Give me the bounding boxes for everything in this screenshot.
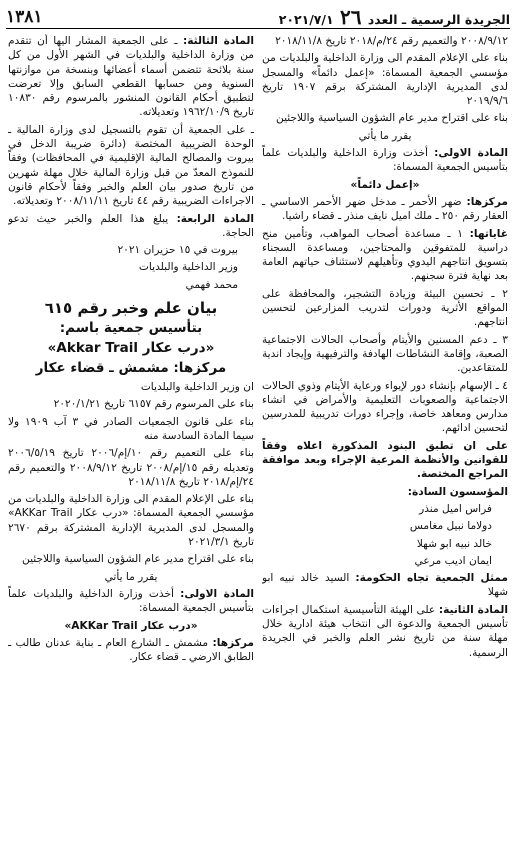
paragraph-text: مشمش ـ الشارع العام ـ بناية عدنان طالب ـ الطابق الارضي ـ قضاء عكار. [8,636,254,664]
paragraph-text: ان وزير الداخلية والبلديات [140,381,254,394]
paragraph [262,333,508,376]
paragraph-text: أخذت وزارة الداخلية والبلديات علماً بتأسيس الجمعية المسماة: [8,587,254,615]
page-header [6,6,510,29]
decision-line [8,570,254,584]
notice-title [8,300,254,317]
paragraph-text: خالد نبيه ابو شهلا [416,537,492,550]
paragraph [8,587,254,616]
paragraph [8,34,254,120]
paragraph-text: على الهيئة التأسيسية استكمال اجراءات تأسيس الجمعية والدعوة الى انتخاب هيئة ادارية خلال مهلة سنة من تاريخ نشر العلم والخبر في الجريدة الرسمية. [262,603,508,659]
paragraph-text: بتأسيس جمعية باسم: [59,320,203,337]
paragraph-text: على ان تطبق البنود المذكورة اعلاه وفقاً للقوانين والأنظمة المرعية الإجراء وبعد موافقة المراجع المختصة. [262,439,508,481]
paragraph-text: بناء على اقتراح مدير عام الشؤون السياسية واللاجئين [276,112,508,125]
paragraph [8,123,254,209]
paragraph [262,603,508,660]
paragraph-text: محمد فهمي [185,278,238,291]
article-label: المؤسسون السادة: [407,485,508,498]
paragraph-text: بيروت في ١٥ حزيران ٢٠٢١ [117,244,238,257]
name-line [262,519,508,533]
notice-heading [8,320,254,337]
paragraph [8,636,254,665]
paragraph [8,415,254,444]
paragraph [8,212,254,241]
page-number: ١٣٨١ [6,7,43,27]
paragraph [262,51,508,108]
paragraph-text: السيد خالد نبيه ابو شهلا [262,572,508,599]
paragraph-text: «درب عكار AKKar Trail» [64,619,198,632]
paragraph [262,485,508,499]
paragraph-text: بيان علم وخبر رقم ٦١٥ [44,299,218,318]
paragraph [262,227,508,284]
condition-paragraph [262,439,508,482]
paragraph-text: ٣ ـ دعم المسنين والأيتام وأصحاب الحالات الاجتماعية الصعبة، وإقامة النشاطات الهادفة والترفيهية وإيجاد اندية للمتقاعدين. [262,333,508,375]
association-name [8,619,254,633]
paragraph [8,552,254,566]
paragraph-text: أخذت وزارة الداخلية والبلديات علماً بتأسيس الجمعية المسماة: [262,147,508,174]
paragraph-text: يبلغ هذا العلم والخبر حيث تدعو الحاجة. [8,212,254,239]
paragraph-text: مركزها: مشمش ـ قضاء عكار [35,360,227,377]
issue-number: ٢٦ [339,5,362,29]
paragraph [8,397,254,411]
paragraph [262,34,508,48]
paragraph-text: يقرر ما يأتي [358,129,412,142]
association-name [262,178,508,192]
name-line [8,243,254,257]
paragraph [262,195,508,224]
article-label: مركزها: [466,195,508,208]
article-label: المادة الاولى: [434,147,508,160]
paragraph-text: فراس اميل منذر [419,502,492,515]
paragraph-text: «درب عكار Akkar Trail» [47,340,215,357]
paragraph [8,380,254,394]
paragraph-text: ايمان اديب مرعي [414,554,492,567]
name-line [262,502,508,516]
article-label: المادة الثالثة: [182,35,254,47]
article-label: ممثل الجمعية تجاه الحكومة: [355,572,508,585]
article-label: المادة الاولى: [180,587,254,600]
paragraph [262,571,508,600]
paragraph-text: بناء على قانون الجمعيات الصادر في ٣ آب ١٩٠٩ ولا سيما المادة السادسة منه [8,415,254,442]
issue-date: ٢٠٢١/٧/١ [278,12,334,27]
name-line [262,554,508,568]
paragraph [8,492,254,549]
article-label: مركزها: [212,636,254,649]
paragraph-text: ـ على الجمعية المشار اليها أن تتقدم من وزارة الداخلية والبلديات في الشهر الأول من كل سنة بلائحة تتضمن أسماء أعضائها وبنسخة من موازنتها السنوية ومن حسابها القطعي السابق وإلا تعرضت لتطبيق أحكام القانون المنشور بالمرسوم رقم ١٠٨٣٠ تاريخ ١٩٦٢/١٠/٩ وتعديلاته. [8,35,254,119]
paragraph [262,111,508,125]
paragraph-text: دولاما نبيل مغامس [409,520,492,533]
paragraph-text: وزير الداخلية والبلديات [138,261,238,274]
article-label: المادة الثانية: [438,603,508,616]
paragraph-text: «إعمل دائماً» [350,178,420,191]
decision-line [262,129,508,143]
paragraph-text: بناء على الإعلام المقدم الى وزارة الداخلية والبلديات من مؤسسي الجمعية المسماة: «درب عكار AKKar Trail» والمسجل لدى المديرية الإدارية المشتركة برقم ٢٦٧٠ تاريخ ٢٠٢١/٣/١ [8,493,254,549]
paragraph-text: ـ على الجمعية أن تقوم بالتسجيل لدى وزارة المالية ـ الوحدة الضريبية المختصة (دائرة ضريبة الدخل في بيروت والمصالح المالية الإقليمية في المحافظات) وفقاً للنموذج المعدّ من قبل وزارة المالية خلال مهلة شهرين من تاريخ صدور بيان العلم والخبر وفقاً لأحكام قانون الاجراءات الضريبية رقم ٤٤ تاريخ ٢٠٠٨/١١/١١ وتعديلاته. [8,123,254,208]
paragraph-text: بناء على الإعلام المقدم الى وزارة الداخلية والبلديات من مؤسسي الجمعية المسماة: «إعمل دائماً» والمسجل لدى المديرية الإدارية المشتركة برقم ١٩٠٧ تاريخ ٢٠١٩/٩/٦ [262,52,508,108]
article-label: المادة الرابعة: [176,212,254,225]
paragraph-text: ١ ـ مساعدة أصحاب المواهب، وتأمين منح دراسية للمتفوقين والمحتاجين، ومساعدة السجناء بتسويق انتاجهم اليدوي وتأهيلهم لاستئناف حياتهم العامة بعد نهاية فترة سجنهم. [262,227,508,283]
paragraph-text: ٢ ـ تحسين البيئة وزيادة التشجير، والمحافظة على المواقع الأثرية ودورات لتدريب المزارعين لتحسين انتاجهم. [262,287,508,329]
paragraph-text: يقرر ما يأتي [104,570,158,583]
paragraph-text: بناء على اقتراح مدير عام الشؤون السياسية واللاجئين [22,553,254,566]
paragraph [8,446,254,489]
name-line [8,260,254,274]
paragraph-text: ضهر الأحمر ـ مدخل ضهر الأحمر الاساسي ـ العقار رقم ٢٥٠ ـ ملك اميل نايف منذر ـ قضاء راشيا. [262,195,508,223]
notice-heading [8,360,254,377]
paragraph-text: بناء على التعميم رقم ١٠/إم/٢٠٠٦ تاريخ ٢٠٠٦/٥/١٩ وتعديله رقم ١٥/إم/٢٠٠٨ تاريخ ٢٠٠٨/٩/١٢ والتعميم رقم ٢٤/إم/٢٠١٨ تاريخ ٢٠١٨/١١/٨ [8,447,254,488]
left-column [8,34,254,850]
name-line [262,537,508,551]
name-line [8,278,254,292]
paragraph [262,287,508,330]
paragraph [262,379,508,436]
article-label: غاياتها: [469,227,508,240]
paragraph-text: بناء على المرسوم رقم ٦١٥٧ تاريخ ٢٠٢٠/١/٢١ [53,398,254,411]
paragraph-text: ٤ ـ الإسهام بإنشاء دور لإيواء ورعاية الأيتام وذوي الحالات الاجتماعية والصعوبات التعليمية والأمراض في انشاء مدارس ومعاهد خاصة، وإجراء دورات تدريبية للمدرسين لتحسين ادائهم. [262,379,508,435]
gazette-title: الجريدة الرسمية ـ العدد ٢٦ ٢٠٢١/٧/١ [278,5,510,29]
notice-heading [8,340,254,357]
right-column [262,34,508,850]
paragraph [262,146,508,175]
paragraph-text: ٢٠٠٨/٩/١٢ والتعميم رقم ٢٤/م/٢٠١٨ تاريخ ٢٠١٨/١١/٨ [275,35,508,47]
